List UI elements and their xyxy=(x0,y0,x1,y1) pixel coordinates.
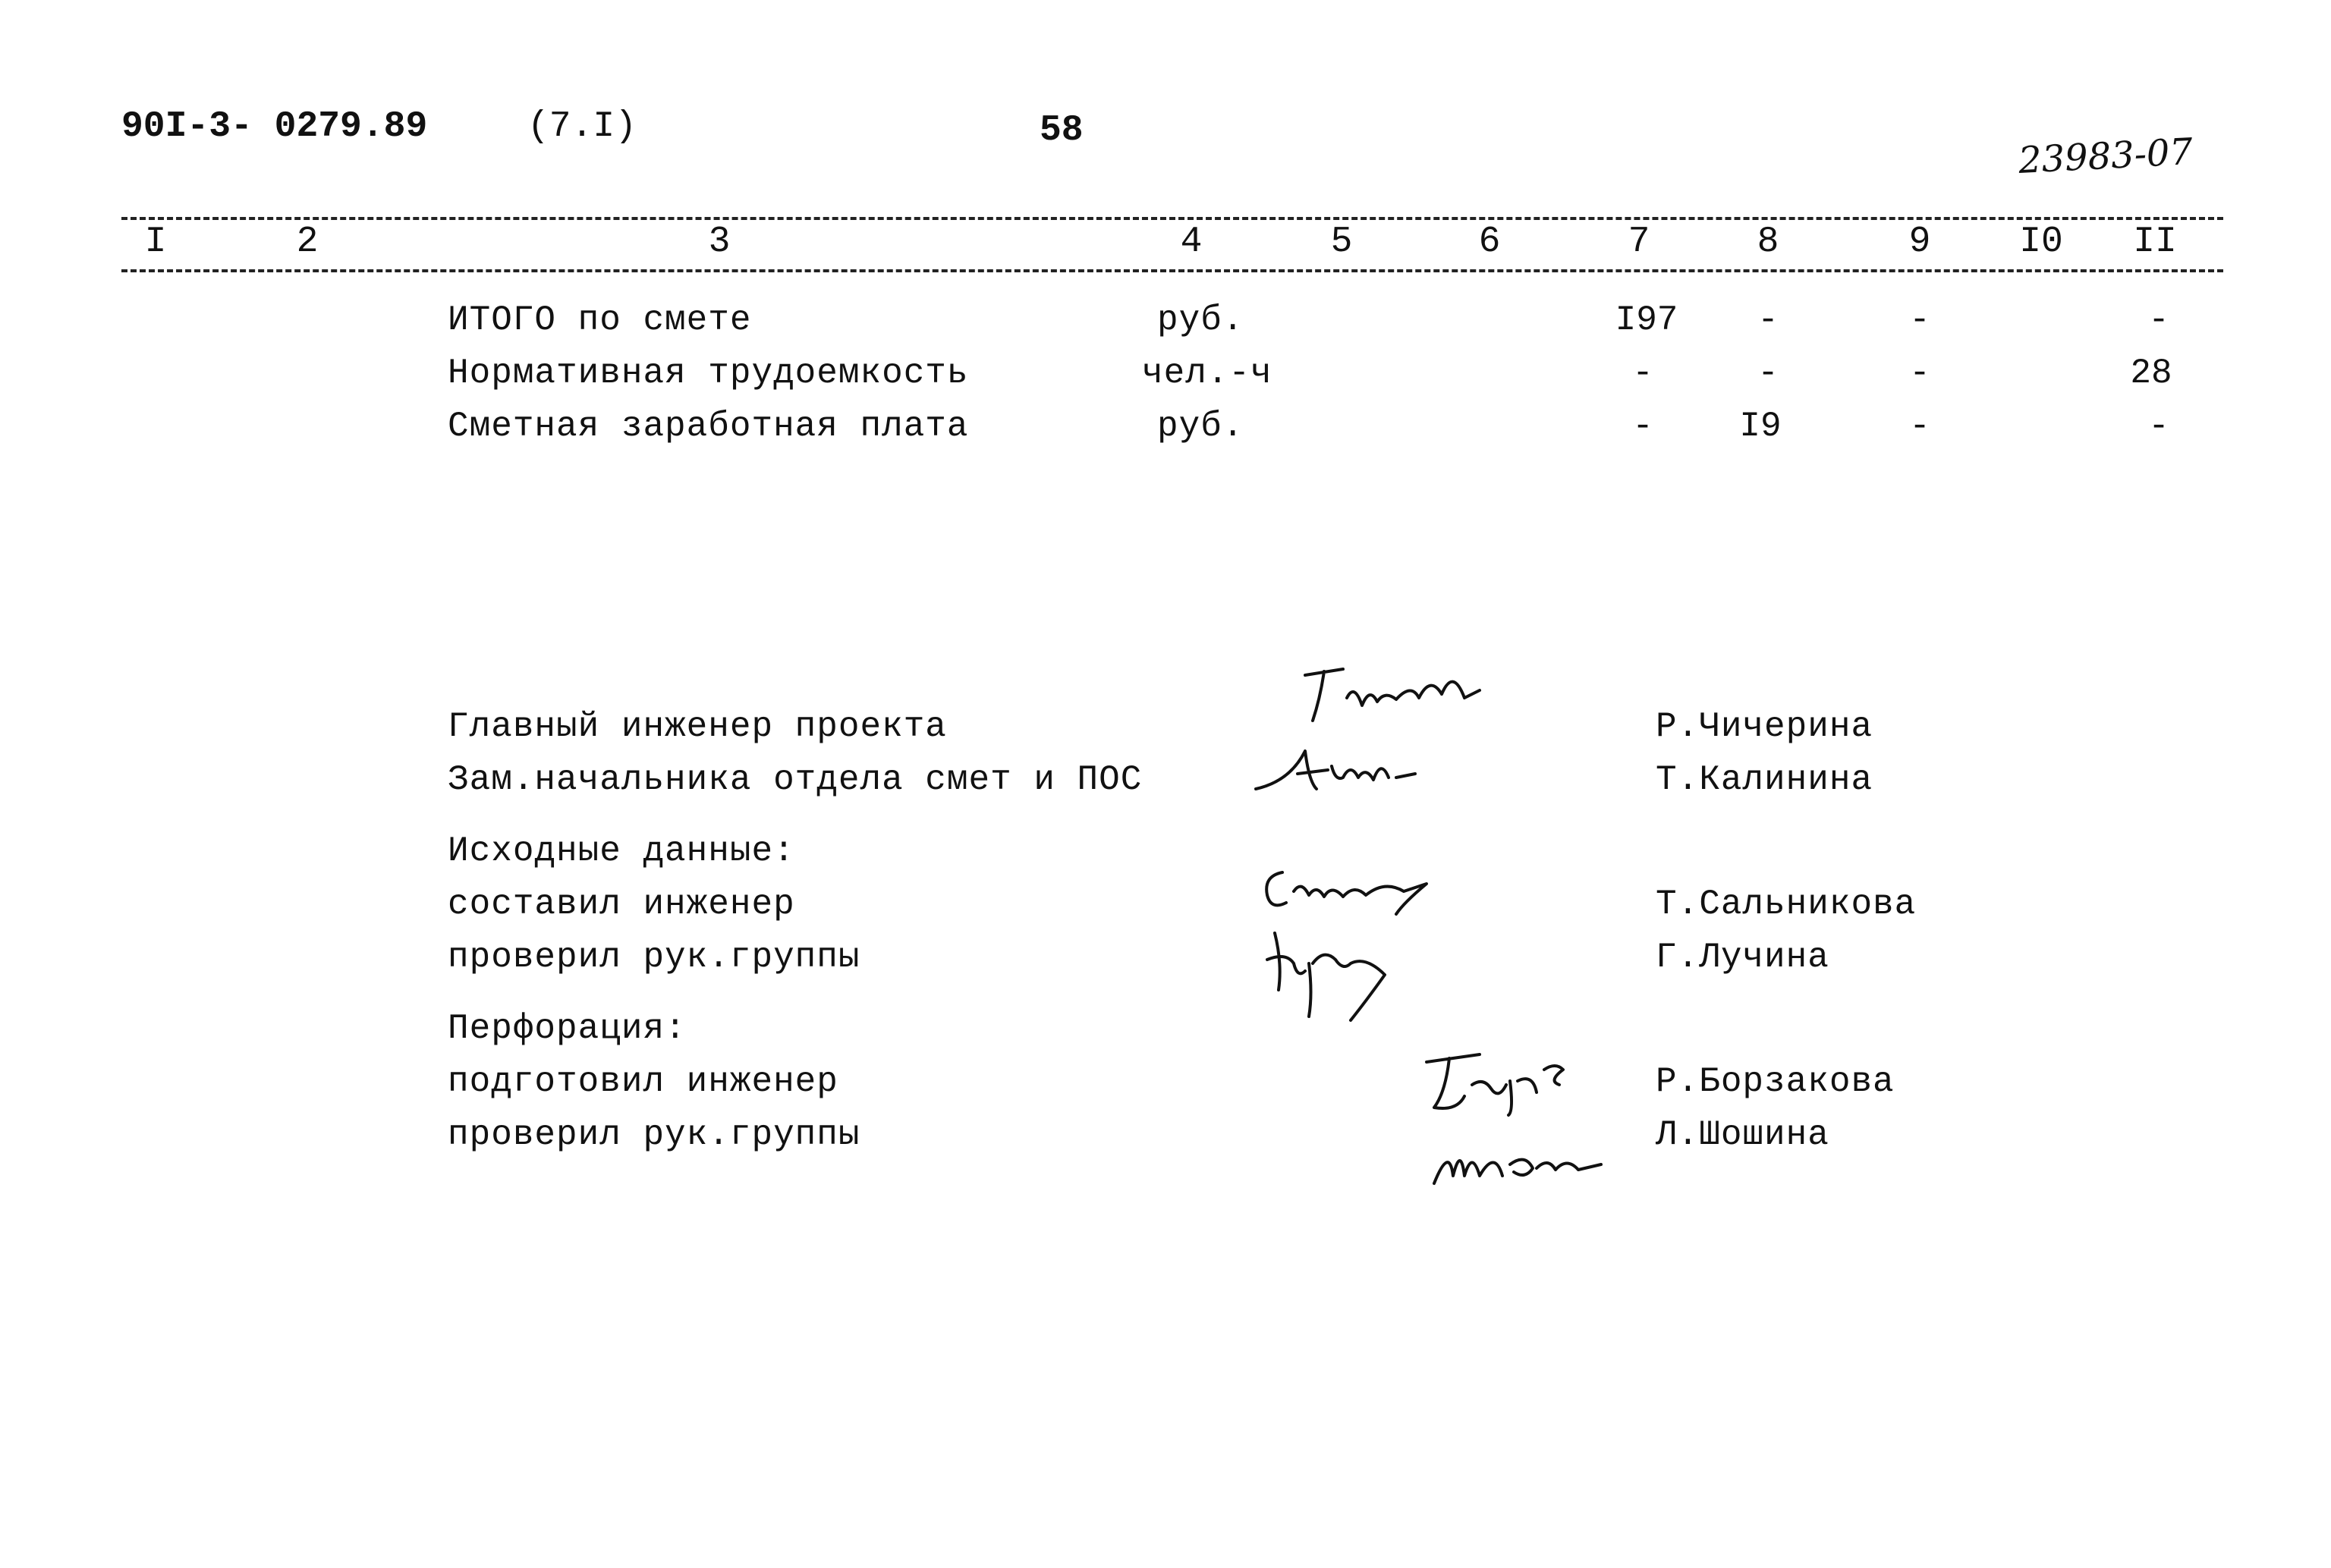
deputy-head-name: Т.Калинина xyxy=(1656,760,1873,800)
compiled-label: составил инженер xyxy=(448,885,795,924)
column-header-1: I xyxy=(144,222,167,262)
deputy-head-label: Зам.начальника отдела смет и ПОС xyxy=(448,760,1143,800)
row-unit: руб. xyxy=(1157,407,1244,446)
cell-col11: - xyxy=(2148,407,2169,446)
checked2-label: проверил рук.группы xyxy=(448,1115,860,1155)
column-header-3: 3 xyxy=(708,222,731,262)
cell-col7: - xyxy=(1632,354,1653,393)
checked-name: Г.Лучина xyxy=(1656,938,1829,977)
signature-luchina xyxy=(1252,918,1434,1032)
perforation-heading: Перфорация: xyxy=(448,1009,687,1048)
row-label: Нормативная трудоемкость xyxy=(448,354,969,393)
cell-col9: - xyxy=(1909,300,1930,340)
column-header-10: I0 xyxy=(2019,222,2063,262)
section-number: (7.I) xyxy=(527,106,637,147)
cell-col8: - xyxy=(1757,300,1779,340)
row-label: ИТОГО по смете xyxy=(448,300,752,340)
column-header-11: II xyxy=(2133,222,2177,262)
column-header-5: 5 xyxy=(1330,222,1353,262)
chief-engineer-name: Р.Чичерина xyxy=(1656,707,1873,746)
prepared-name: Р.Борзакова xyxy=(1656,1062,1895,1101)
column-header-8: 8 xyxy=(1757,222,1779,262)
document-code: 90I-3- 0279.89 xyxy=(121,106,428,147)
cell-col11: - xyxy=(2148,300,2169,340)
header-rule-top xyxy=(121,217,2223,220)
cell-col7: I97 xyxy=(1615,300,1678,340)
cell-col9: - xyxy=(1909,354,1930,393)
signature-kalinina xyxy=(1244,736,1442,804)
row-unit: чел.-ч xyxy=(1142,354,1272,393)
page-number: 58 xyxy=(1040,110,1084,151)
column-header-6: 6 xyxy=(1478,222,1501,262)
row-label: Сметная заработная плата xyxy=(448,407,969,446)
checked2-name: Л.Шошина xyxy=(1656,1115,1829,1155)
prepared-label: подготовил инженер xyxy=(448,1062,838,1101)
cell-col9: - xyxy=(1909,407,1930,446)
header-rule-bottom xyxy=(121,269,2223,272)
signature-chicherina xyxy=(1290,652,1502,736)
handwritten-archive-number: 23983-07 xyxy=(2017,130,2194,182)
compiled-name: Т.Сальникова xyxy=(1656,885,1917,924)
chief-engineer-label: Главный инженер проекта xyxy=(448,707,947,746)
source-data-heading: Исходные данные: xyxy=(448,831,795,871)
cell-col8: I9 xyxy=(1739,407,1782,446)
row-unit: руб. xyxy=(1157,300,1244,340)
signature-shoshina xyxy=(1419,1123,1616,1199)
cell-col8: - xyxy=(1757,354,1779,393)
column-header-9: 9 xyxy=(1908,222,1931,262)
column-header-7: 7 xyxy=(1628,222,1650,262)
column-header-4: 4 xyxy=(1180,222,1203,262)
column-header-2: 2 xyxy=(296,222,319,262)
signature-salnikova xyxy=(1252,850,1449,925)
cell-col11: 28 xyxy=(2130,354,2172,393)
cell-col7: - xyxy=(1632,407,1653,446)
signature-borzakova xyxy=(1411,1039,1609,1123)
checked-label: проверил рук.группы xyxy=(448,938,860,977)
